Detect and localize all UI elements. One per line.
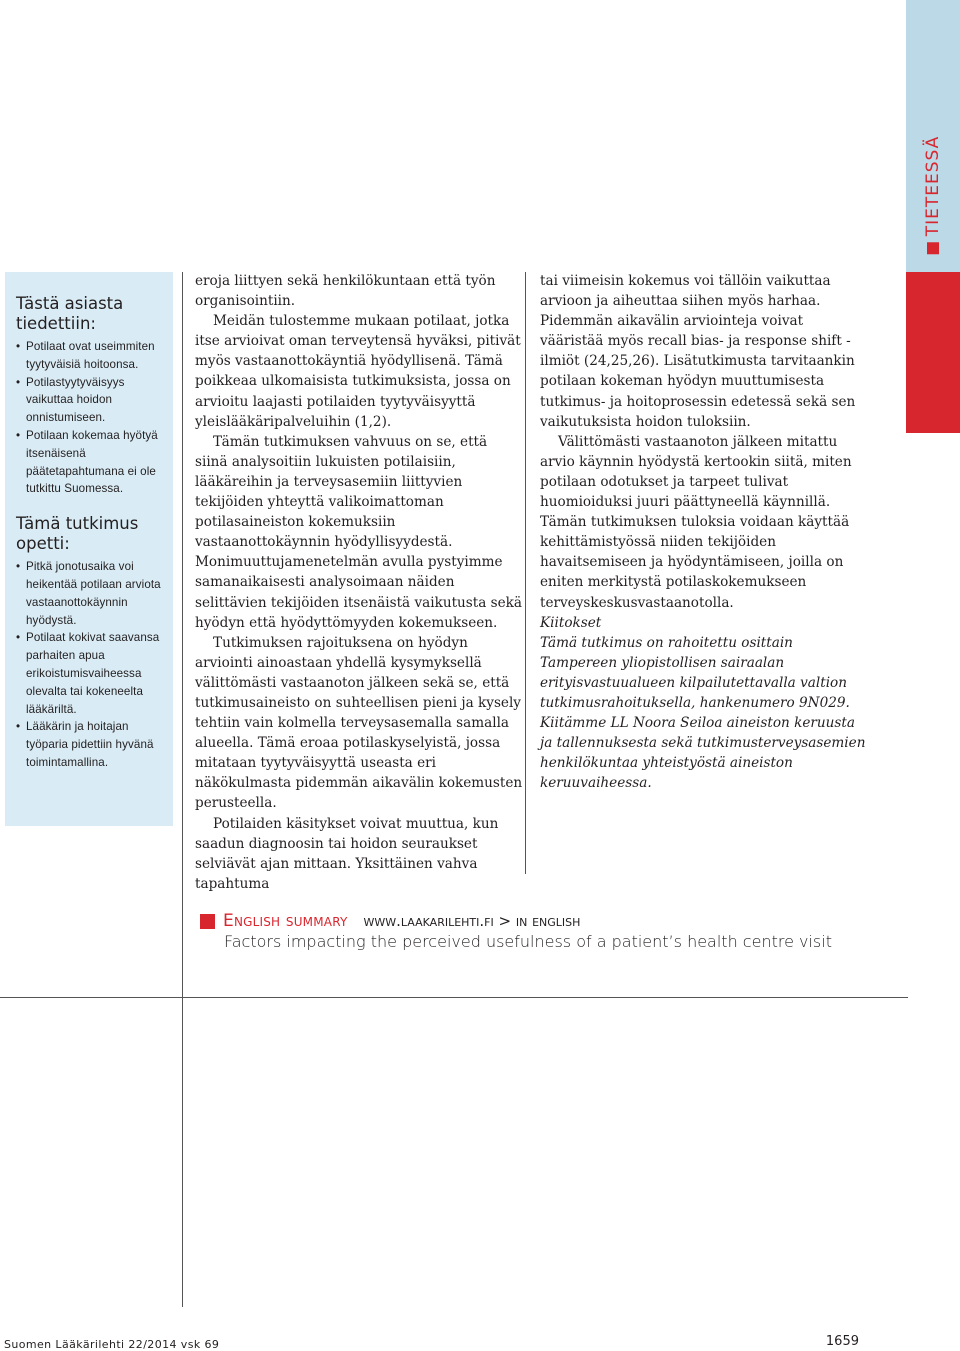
learned-list xyxy=(16,558,167,772)
known-list xyxy=(16,338,167,498)
list-item: • Pitkä jonotusaika voi heikentää potilaan arviota vastaanottokäynnin hyödystä. xyxy=(16,558,167,629)
body-column-2 xyxy=(540,271,870,793)
known-heading: Tästä asiasta tiedettiin: xyxy=(16,294,124,333)
acknowledgement: Tämä tutkimus on rahoitettu osittain Tampereen yliopistollisen sairaalan erityisvastuualueen kilpailutettavalla valtion tutkimusrahoituksella, hankenumero 9N029. xyxy=(540,634,850,711)
page-number: 1659 xyxy=(825,1334,859,1349)
journal-info: Suomen Lääkärilehti 22/2014 vsk 69 xyxy=(4,1338,220,1351)
english-summary xyxy=(200,911,832,951)
square-marker-icon xyxy=(927,242,939,254)
paragraph: Välittömästi vastaanoton jälkeen mitattu arvio käynnin hyödystä kertookin siitä, miten potilaan odotukset ja tarpeet tulivat huomioiduksi juuri päättyneellä käynnillä. Tämän tutkimuksen tuloksia voidaan käyttää kehittämistyössä niiden tekijöiden havaitsemiseen ja hyödyntämiseen, joilla on eniten merkitystä potilaskokemukseen terveyskeskusvastaanotolla. xyxy=(540,433,852,611)
paragraph: Potilaiden käsitykset voivat muuttua, kun saadun diagnoosin tai hoidon seuraukset selviävät ajan mittaan. Yksittäinen vahva tapahtuma xyxy=(195,815,499,892)
paragraph: tai viimeisin kokemus voi tällöin vaikuttaa arvioon ja aiheuttaa siihen myös harhaa. Pidemmän aikavälin arviointeja voivat vääristää myös recall bias- ja response shift -ilmiöt (24,25,26). Lisätutkimusta tarvitaankin potilaan kokeman hyödyn muuttumisesta tutkimus- ja hoitoprosessin edetessä sekä sen vaikutuksista hoidon tuloksiin. xyxy=(540,273,856,430)
list-item: • Potilaat ovat useimmiten tyytyväisiä hoitoonsa. xyxy=(16,338,167,374)
list-item: • Potilastyytyväisyys vaikuttaa hoidon onnistumiseen. xyxy=(16,374,167,427)
paragraph: Tutkimuksen rajoituksena on hyödyn arviointi ainoastaan yhdellä kysymyksellä välittömästi vastaanoton jälkeen sekä se, että tutkimusaineisto on suhteellisen pieni ja kysely tehtiin vain kolmella terveysasemalla samalla alueella. Tämä eroaa potilaskyselyistä, jossa mitataan tyytyväisyyttä useasta eri näkökulmasta pidemmän aikavälin kokemusten perusteella. xyxy=(195,634,523,812)
column-divider xyxy=(525,272,526,874)
acknowledgement: Kiitämme LL Noora Seiloa aineiston keruusta ja tallennuksesta sekä tutkimusterveysasemien henkilökuntaa yhteistyöstä aineiston keruuvaiheessa. xyxy=(540,715,866,792)
section-tab xyxy=(923,136,943,255)
paragraph: eroja liittyen sekä henkilökuntaan että työn organisointiin. xyxy=(195,273,496,310)
key-points-box xyxy=(5,272,173,826)
square-marker-icon xyxy=(200,914,215,929)
list-item: • Potilaan kokemaa hyötyä itsenäisenä päätetapahtumana ei ole tutkittu Suomessa. xyxy=(16,427,167,498)
english-summary-subtitle: Factors impacting the perceived usefulness of a patient’s health centre visit xyxy=(224,932,832,951)
paragraph: Tämän tutkimuksen vahvuus on se, että siinä analysoitiin lukuisten potilaisiin, lääkäreihin ja terveysasemiin liittyvien tekijöiden yhteyttä valikoimattoman potilasaineiston kokemuksiin vastaanottokäynnin hyödyllisyydestä. Monimuuttujamenetelmän avulla pystyimme samanaikaisesti analysoimaan näiden selittävien tekijöiden itsenäistä vaikutusta sekä hyödyn että hyödyttömyyden kokemukseen. xyxy=(195,433,523,631)
english-summary-link[interactable]: www.laakarilehti.fi > in english xyxy=(363,912,581,930)
acknowledgements-title: Kiitokset xyxy=(540,614,602,631)
paragraph: Meidän tulostemme mukaan potilaat, jotka itse arvioivat oman terveytensä hyväksi, pitivät myös vastaanottokäyntiä hyödyllisenä. Tämä poikkeaa ulkomaisista tutkimuksista, jossa on arvioitu laajasti potilaiden tyytyväisyyttä yleislääkäripalveluihin (1,2). xyxy=(195,313,521,430)
english-summary-title: English summary xyxy=(223,911,348,931)
footer-divider xyxy=(0,997,908,998)
list-item: • Lääkärin ja hoitajan työparia pidettiin hyvänä toimintamallina. xyxy=(16,718,167,771)
section-tab-label: TIETEESSÄ xyxy=(923,135,943,237)
learned-heading: Tämä tutkimus opetti: xyxy=(16,514,139,554)
column-divider xyxy=(182,272,183,1307)
section-tab-accent xyxy=(906,272,960,433)
body-column-1 xyxy=(195,271,523,894)
list-item: • Potilaat kokivat saavansa parhaiten apua erikoistumisvaiheessa olevalta tai kokeneelta lääkäriltä. xyxy=(16,629,167,718)
